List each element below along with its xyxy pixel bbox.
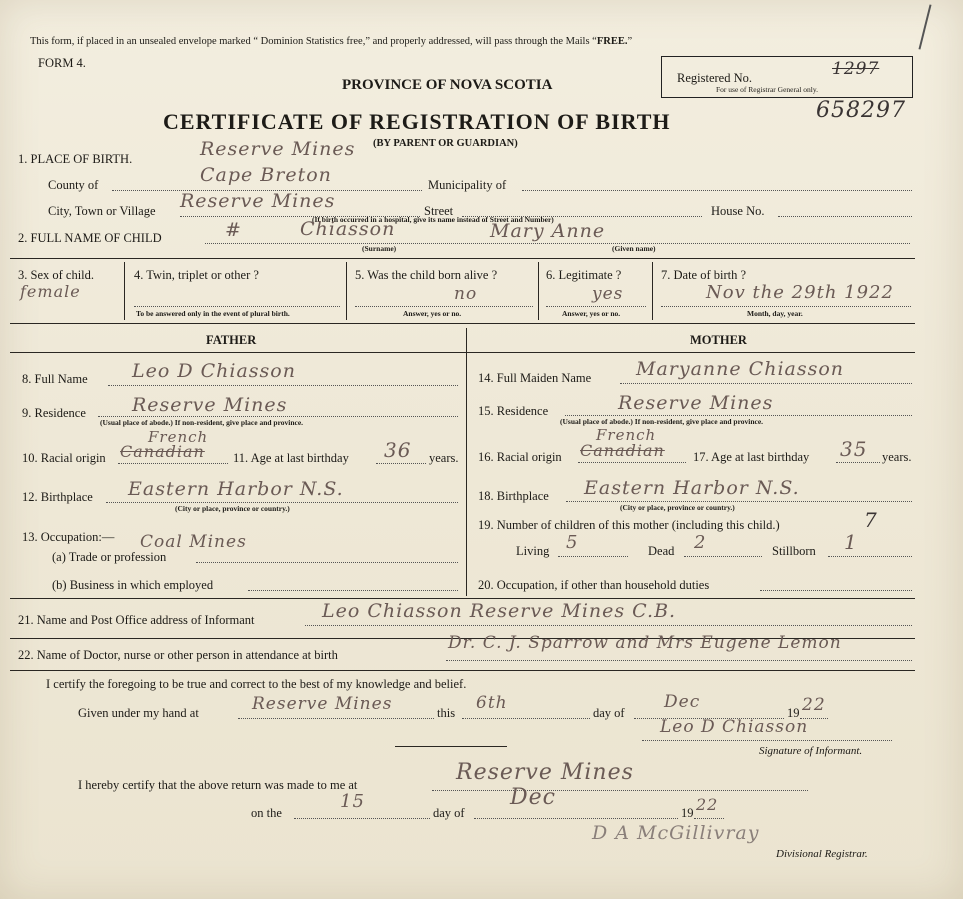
father-birthplace-label: 12. Birthplace [22,490,93,504]
mother-residence-value: Reserve Mines [618,392,774,414]
legitimate-note: Answer, yes or no. [562,309,621,318]
given-day-of-label: day of [593,706,625,720]
given-year-prefix: 19 [787,706,800,720]
informant-signature-caption: Signature of Informant. [759,745,863,757]
trade-label: (a) Trade or profession [52,550,167,564]
dead-value: 2 [694,532,707,553]
twin-label: 4. Twin, triplet or other ? [134,268,259,282]
child-name-marker: # [225,219,242,241]
mother-residence-note: (Usual place of abode.) If non-resident, give place and province. [560,417,764,426]
informant-signature: Leo D Chiasson [660,717,809,737]
legitimate-label: 6. Legitimate ? [546,268,622,282]
municipality-label: Municipality of [428,178,507,192]
child-surname: Chiasson [300,218,396,240]
registrar-signature: D A McGillivray [592,822,760,844]
given-month-value: Dec [664,692,701,712]
father-heading: FATHER [206,333,257,347]
date-of-birth-value: Nov the 29th 1922 [706,282,894,303]
mother-residence-label: 15. Residence [478,404,549,418]
registrar-day-value: 15 [340,791,365,812]
registered-label: Registered No. [677,71,752,85]
given-day-value: 6th [476,693,508,713]
father-residence-note: (Usual place of abode.) If non-resident, give place and province. [100,418,304,427]
mother-racial-label: 16. Racial origin [478,450,562,464]
children-count-value: 7 [864,508,878,532]
father-occupation-label: 13. Occupation:— [22,530,115,544]
dead-label: Dead [648,544,675,558]
born-alive-note: Answer, yes or no. [403,309,462,318]
postal-notice-close: ” [627,36,633,47]
registrar-use-note: For use of Registrar General only. [716,85,818,94]
living-label: Living [516,544,550,558]
father-age-unit: years. [429,451,459,465]
informant-label: 21. Name and Post Office address of Informant [18,613,255,627]
father-age-label: 11. Age at last birthday [233,451,349,465]
county-label: County of [48,178,99,192]
father-birthplace-note: (City or place, province or country.) [175,504,290,513]
registrar-statement: I hereby certify that the above return was made to me at [78,778,358,792]
date-of-birth-label: 7. Date of birth ? [661,268,747,282]
registrar-day-of-label: day of [433,806,465,820]
registrar-year-value: 22 [696,795,719,814]
place-of-birth-value: Reserve Mines [200,138,356,160]
twin-note: To be answered only in the event of plural birth. [136,309,290,318]
father-occupation-value: Coal Mines [140,532,247,552]
father-racial-struck: Canadian [120,442,205,461]
mother-heading: MOTHER [690,333,747,347]
mother-name-value: Maryanne Chiasson [636,358,845,380]
registrar-place-value: Reserve Mines [456,760,634,785]
postal-notice-text: This form, if placed in an unsealed envelope marked “ Dominion Statistics free,” and properly addressed, will pass through the Mails “ [30,36,597,47]
born-alive-label: 5. Was the child born alive ? [355,268,498,282]
given-under-label: Given under my hand at [78,706,199,720]
registrar-on-the-label: on the [251,806,282,820]
postal-notice-free: FREE. [596,36,628,47]
father-birthplace-value: Eastern Harbor N.S. [128,478,344,500]
province-heading: PROVINCE OF NOVA SCOTIA [342,77,553,93]
postal-notice [30,36,632,47]
city-label: City, Town or Village [48,204,156,218]
given-year-value: 22 [802,695,826,715]
surname-caption: (Surname) [362,244,397,253]
living-value: 5 [566,532,579,553]
legitimate-value: yes [592,284,624,304]
registrar-month-value: Dec [510,785,556,810]
form-number: FORM 4. [38,56,86,70]
registered-value: 1297 [832,59,880,79]
mother-birthplace-value: Eastern Harbor N.S. [584,477,800,499]
father-residence-label: 9. Residence [22,406,86,420]
house-number-label: House No. [711,204,765,218]
mother-age-value: 35 [840,437,868,461]
given-name-caption: (Given name) [612,244,656,253]
business-label: (b) Business in which employed [52,578,214,592]
given-place-value: Reserve Mines [252,694,393,714]
this-label: this [437,706,456,720]
certificate-title: CERTIFICATE OF REGISTRATION OF BIRTH [163,109,671,134]
registrar-year-prefix: 19 [681,806,694,820]
sex-value: female [20,282,81,301]
date-of-birth-note: Month, day, year. [747,309,803,318]
father-name-label: 8. Full Name [22,372,88,386]
father-racial-label: 10. Racial origin [22,451,106,465]
file-number: 658297 [816,98,906,123]
children-count-label: 19. Number of children of this mother (including this child.) [478,518,780,532]
father-age-value: 36 [384,438,412,462]
county-value: Cape Breton [200,164,332,186]
father-name-value: Leo D Chiasson [132,360,296,382]
mother-occupation-label: 20. Occupation, if other than household duties [478,578,710,592]
mother-age-label: 17. Age at last birthday [693,450,810,464]
registered-number-box [661,56,913,98]
child-given-name: Mary Anne [490,220,606,242]
mother-racial-value: French [596,426,657,444]
certify-statement: I certify the foregoing to be true and correct to the best of my knowledge and belief. [46,677,467,691]
certificate-subtitle: (BY PARENT OR GUARDIAN) [373,138,518,149]
informant-value: Leo Chiasson Reserve Mines C.B. [322,600,677,622]
father-racial-value: French [148,428,209,446]
born-alive-value: no [454,284,478,304]
place-of-birth-label: 1. PLACE OF BIRTH. [18,152,133,166]
stillborn-value: 1 [844,530,858,554]
mother-birthplace-label: 18. Birthplace [478,489,549,503]
street-label: Street [424,204,454,218]
mother-birthplace-note: (City or place, province or country.) [620,503,735,512]
mother-racial-struck: Canadian [580,441,665,460]
registrar-caption: Divisional Registrar. [776,848,868,860]
mother-name-label: 14. Full Maiden Name [478,371,592,385]
pencil-mark [918,4,931,49]
sex-label: 3. Sex of child. [18,268,95,282]
father-residence-value: Reserve Mines [132,394,288,416]
mother-age-unit: years. [882,450,912,464]
stillborn-label: Stillborn [772,544,816,558]
child-name-label: 2. FULL NAME OF CHILD [18,231,162,245]
doctor-value: Dr. C. J. Sparrow and Mrs Eugene Lemon [448,633,842,653]
doctor-label: 22. Name of Doctor, nurse or other person in attendance at birth [18,648,338,662]
city-value: Reserve Mines [180,190,336,212]
hospital-note: (If birth occurred in a hospital, give its name instead of Street and Number) [312,215,554,224]
